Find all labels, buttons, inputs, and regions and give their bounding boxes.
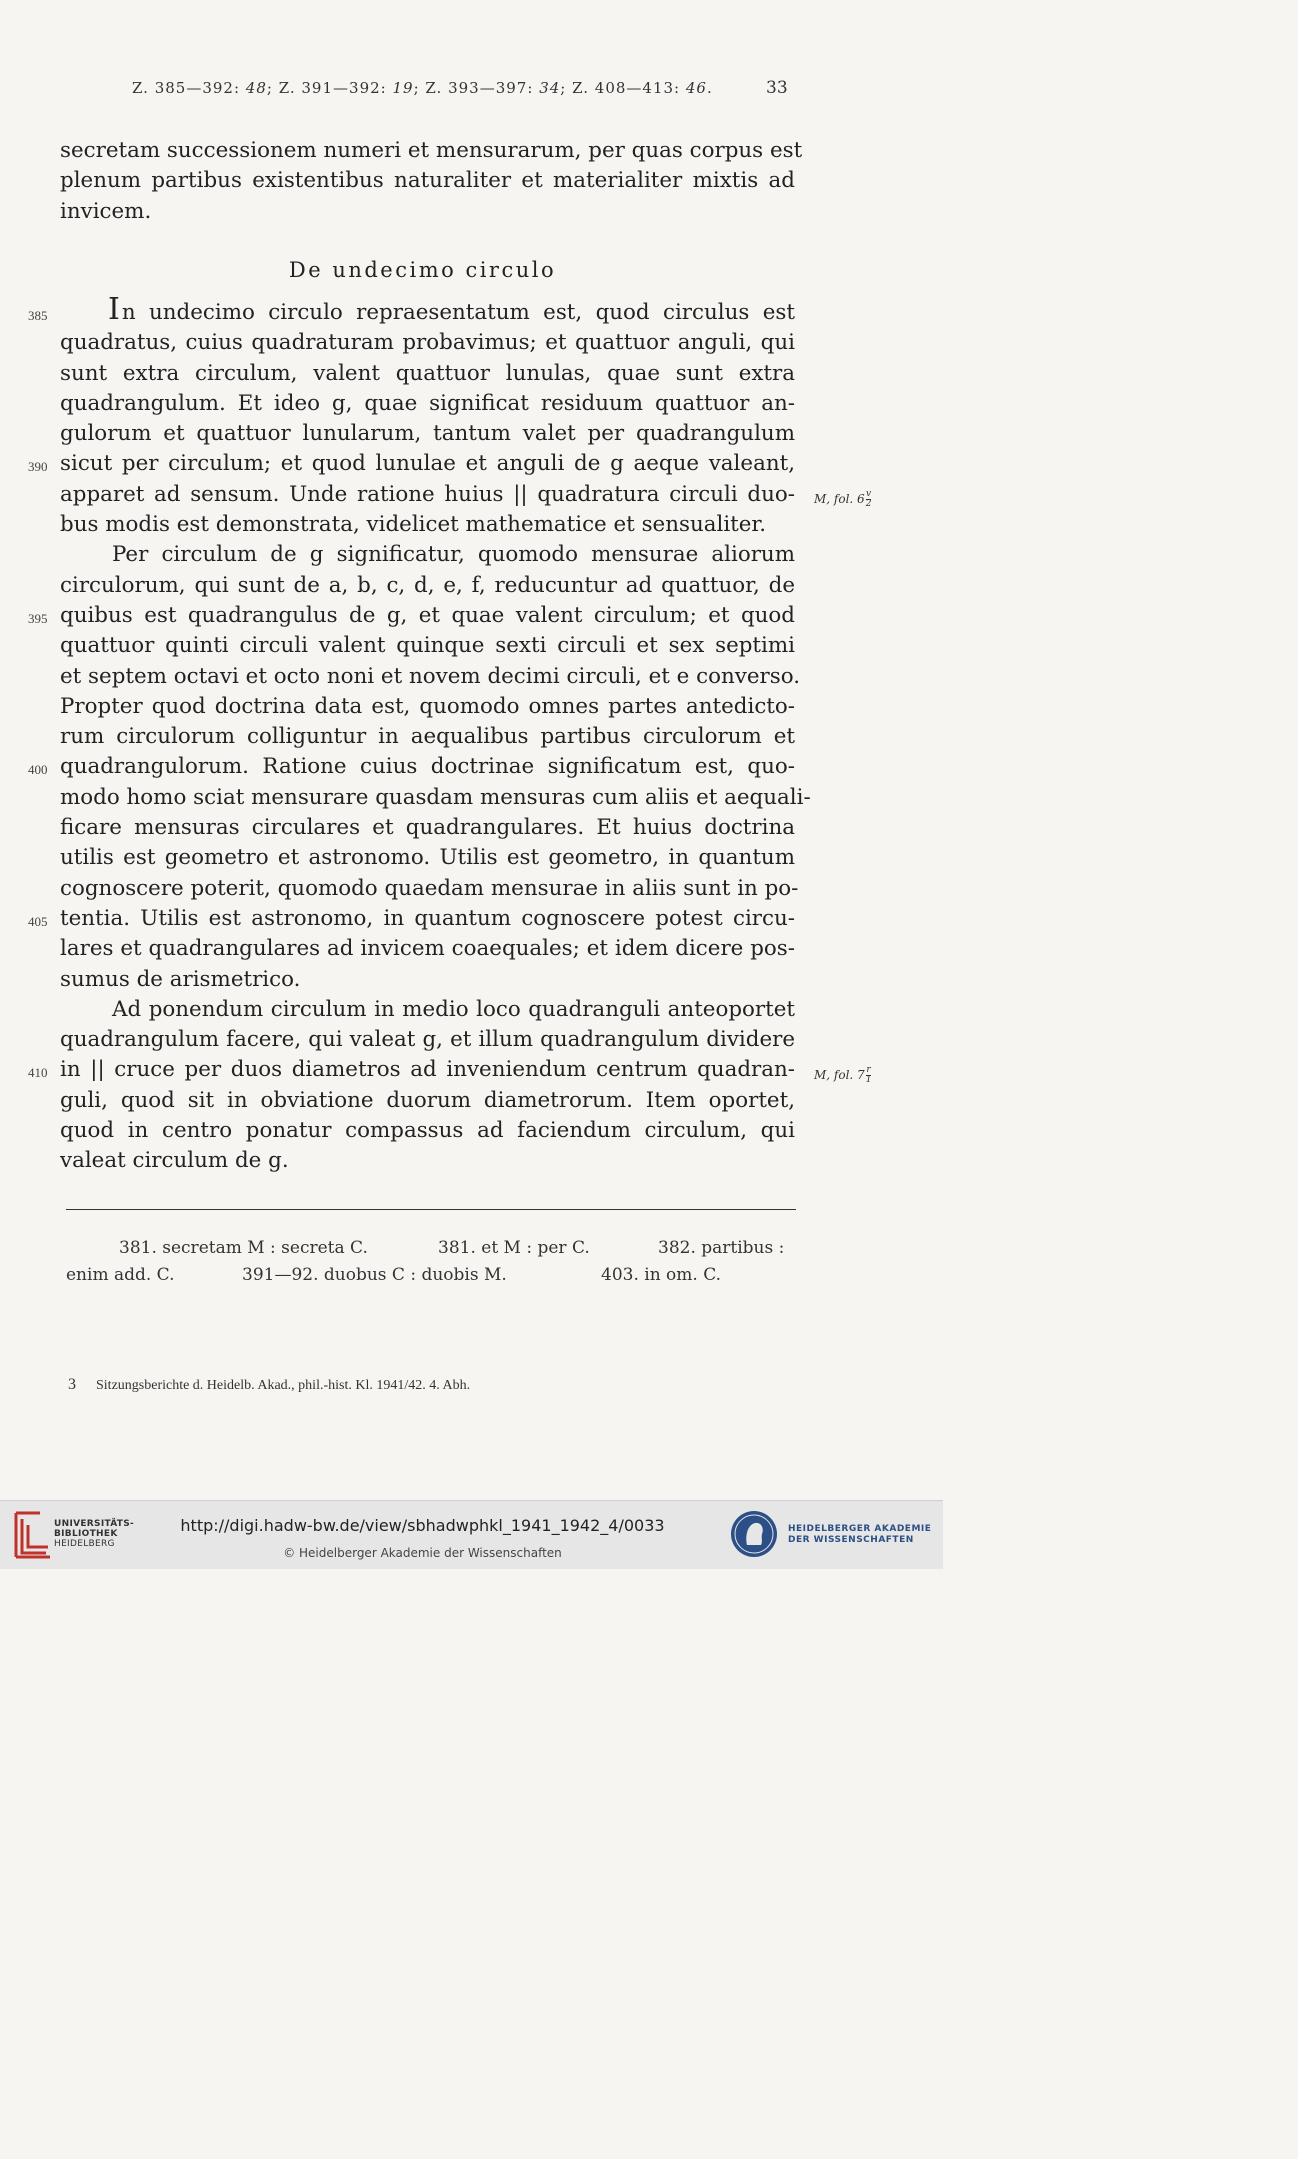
- line-text: Ad ponendum circulum in medio loco quadranguli anteoportet: [112, 996, 795, 1022]
- line-number: 390: [28, 459, 48, 475]
- line-text: quadrangulum facere, qui valeat g, et illum quadrangulum dividere: [60, 1027, 795, 1053]
- line-number: 385: [28, 308, 48, 323]
- text-line: [60, 995, 795, 1025]
- line-text: valeat circulum de g.: [60, 1148, 289, 1174]
- main-text: [28, 292, 811, 1177]
- margin-note-label: M, fol. 6: [814, 492, 865, 506]
- line-text: circulorum, qui sunt de a, b, c, d, e, f, reducuntur ad quattuor, de: [60, 572, 795, 598]
- academy-name: HEIDELBERGER AKADEMIE DER WISSENSCHAFTEN: [788, 1524, 932, 1545]
- line-text: quod in centro ponatur compassus ad faciendum circulum, qui: [60, 1118, 795, 1144]
- line-text: plenum partibus existentibus naturaliter et materialiter mixtis ad: [60, 168, 795, 194]
- section-heading: De undecimo circulo: [288, 258, 557, 282]
- text-line: [60, 571, 795, 601]
- line-text: gulorum et quattuor lunularum, tantum valet per quadrangulum: [60, 421, 795, 447]
- line-text: apparet ad sensum. Unde ratione huius || quadratura circuli duo-: [60, 481, 795, 507]
- line-text: cognoscere poterit, quomodo quaedam mensurae in aliis sunt in po-: [60, 875, 799, 901]
- running-head-segment: ; Z. 408—413:: [560, 79, 686, 97]
- text-line: [60, 1116, 795, 1146]
- running-head-segment: 46: [685, 79, 707, 97]
- text-line: [28, 752, 795, 782]
- line-text: Propter quod doctrina data est, quomodo omnes partes antedicto-: [60, 693, 795, 719]
- text-line: [60, 722, 795, 752]
- line-text: quibus est quadrangulus de g, et quae valent circulum; et quod: [60, 602, 795, 628]
- line-text: tentia. Utilis est astronomo, in quantum cognoscere potest circu-: [60, 905, 795, 931]
- text-line: [60, 1086, 795, 1116]
- hadw-seal-logo-icon: [729, 1509, 779, 1559]
- line-text: sumus de arismetrico.: [60, 966, 301, 992]
- text-line: [60, 783, 811, 813]
- footnote: 382. partibus :: [658, 1238, 785, 1258]
- text-line: [60, 419, 795, 449]
- running-head-segment: 19: [392, 79, 414, 97]
- text-line: [60, 965, 795, 995]
- text-line: [60, 359, 795, 389]
- text-line: [60, 934, 795, 964]
- text-line: [28, 292, 795, 328]
- page-number: 33: [766, 78, 788, 98]
- running-head: [132, 79, 732, 97]
- text-line: [60, 480, 795, 510]
- text-line: [60, 389, 795, 419]
- text-line: [60, 166, 795, 196]
- line-text: quattuor quinti circuli valent quinque sexti circuli et sex septimi: [60, 633, 795, 659]
- text-line: [60, 1025, 795, 1055]
- running-head-segment: .: [706, 79, 713, 97]
- line-text: guli, quod sit in obviatione duorum diametrorum. Item oportet,: [60, 1087, 795, 1113]
- library-city: HEIDELBERG: [54, 1539, 115, 1549]
- line-text: quadratus, cuius quadraturam probavimus; et quattuor anguli, qui: [60, 330, 795, 356]
- text-line: [60, 692, 795, 722]
- line-text: secretam successionem numeri et mensurarum, per quas corpus est: [60, 138, 803, 163]
- text-line: [60, 510, 795, 540]
- margin-note-num: v: [866, 489, 872, 499]
- footnote-line: [66, 1235, 796, 1262]
- text-line: [28, 904, 795, 934]
- line-text: quadrangulorum. Ratione cuius doctrinae significatum est, quo-: [60, 754, 795, 780]
- footnote-line: [66, 1262, 796, 1289]
- footnote: 381. secretam M : secreta C.: [119, 1238, 368, 1258]
- text-line: [28, 1055, 795, 1085]
- footnote: 391—92. duobus C : duobis M.: [242, 1265, 507, 1285]
- running-head-segment: ; Z. 391—392:: [266, 79, 393, 97]
- sheet-signature: 3: [68, 1376, 76, 1393]
- line-number: 395: [28, 610, 48, 626]
- line-text: sicut per circulum; et quod lunulae et anguli de g aeque valeant,: [60, 451, 795, 477]
- margin-note-fol6: [814, 490, 871, 509]
- running-head-segment: 48: [245, 79, 267, 97]
- permalink-url[interactable]: http://digi.hadw-bw.de/view/sbhadwphkl_1941_1942_4/0033: [180, 1516, 665, 1535]
- line-text: Per circulum de g significatur, quomodo mensurae aliorum: [112, 542, 795, 568]
- footnote: 403. in om. C.: [601, 1265, 722, 1285]
- margin-note-den: 1: [865, 1075, 872, 1085]
- text-line: [60, 874, 799, 904]
- running-head-segment: 34: [539, 79, 561, 97]
- line-text: rum circulorum colliguntur in aequalibus partibus circulorum et: [60, 724, 795, 750]
- line-text: invicem.: [60, 198, 152, 224]
- line-text: in || cruce per duos diametros ad inveniendum centrum quadran-: [60, 1057, 795, 1083]
- text-line: [60, 540, 795, 570]
- running-head-segment: Z. 385—392:: [132, 79, 246, 97]
- text-line: [60, 328, 795, 358]
- text-line: [60, 813, 795, 843]
- series-citation: Sitzungsberichte d. Heidelb. Akad., phil.-hist. Kl. 1941/42. 4. Abh.: [96, 1378, 471, 1393]
- line-number: 405: [28, 913, 48, 929]
- margin-note-num: r: [866, 1065, 871, 1075]
- text-line: [60, 662, 801, 692]
- footnote: 381. et M : per C.: [438, 1238, 590, 1258]
- running-head-segment: ; Z. 393—397:: [413, 79, 540, 97]
- initial-letter: I: [108, 292, 120, 327]
- signature-line: [68, 1376, 470, 1394]
- text-line: [60, 1146, 795, 1176]
- footnotes: [66, 1235, 796, 1289]
- library-name-bold: UNIVERSITÄTS- BIBLIOTHEK: [54, 1519, 135, 1539]
- text-line: [60, 197, 795, 227]
- viewer-footer: [0, 1500, 943, 1569]
- line-number: 400: [28, 762, 48, 778]
- line-text: et septem octavi et octo noni et novem decimi circuli, et e converso.: [60, 663, 801, 689]
- text-line: [28, 601, 795, 631]
- line-text: n undecimo circulo repraesentatum est, quod circulus est: [121, 300, 795, 325]
- line-text: bus modis est demonstrata, videlicet mathematice et sensualiter.: [60, 512, 767, 538]
- text-line: [28, 449, 795, 479]
- text-line: [60, 136, 803, 166]
- margin-note-label: M, fol. 7: [814, 1068, 865, 1082]
- text-line: [60, 843, 795, 873]
- margin-note-den: 2: [865, 499, 872, 509]
- line-text: quadrangulum. Et ideo g, quae significat residuum quattuor an-: [60, 390, 795, 416]
- line-text: ficare mensuras circulares et quadrangulares. Et huius doctrina: [60, 815, 795, 841]
- footnote-rule: [66, 1209, 796, 1210]
- line-text: sunt extra circulum, valent quattuor lunulas, quae sunt extra: [60, 360, 795, 386]
- line-text: lares et quadrangulares ad invicem coaequales; et idem dicere pos-: [60, 936, 795, 962]
- footnote: enim add. C.: [66, 1265, 175, 1285]
- line-number: 410: [28, 1065, 48, 1081]
- margin-note-fol7: [814, 1066, 871, 1085]
- copyright-notice: © Heidelberger Akademie der Wissenschaften: [283, 1546, 562, 1560]
- line-text: utilis est geometro et astronomo. Utilis est geometro, in quantum: [60, 845, 795, 871]
- text-line: [60, 631, 795, 661]
- line-text: modo homo sciat mensurare quasdam mensuras cum aliis et aequali-: [60, 784, 811, 810]
- intro-paragraph: [60, 136, 803, 227]
